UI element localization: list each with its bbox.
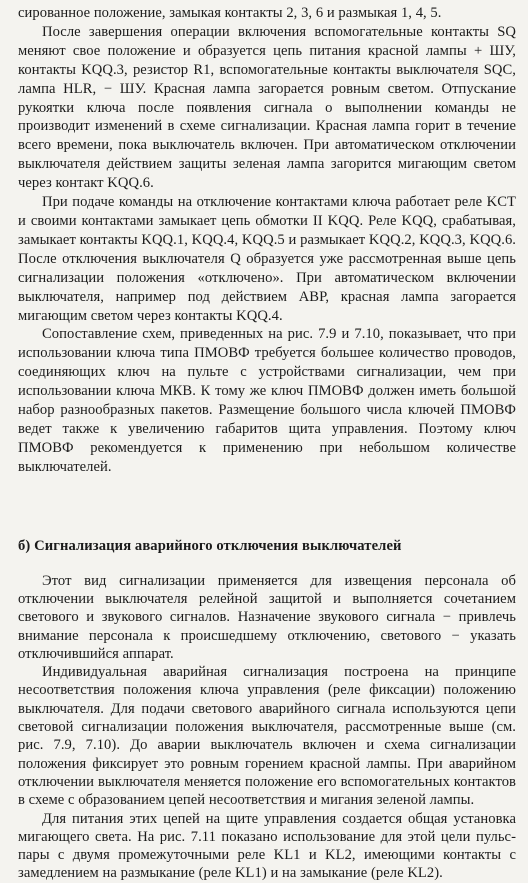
section-heading: б) Сигнализация аварийного отключения выключателей bbox=[18, 537, 402, 554]
paragraph-scheme-comparison: Сопоставление схем, приведенных на рис. 7.9 и 7.10, показывает, что при использовании ключа типа ПМОВФ требуется большее количество проводов, соединяющих ключ на пульте с устройствами сигнализации, чем при использовании ключа МКВ. К тому же ключ ПМОВФ должен иметь большой набор разнообразных пакетов. Размещение большого числа ключей ПМОВФ ведет также к увеличению габаритов щита управления. Поэтому ключ ПМОВФ рекомендуется к применению при небольшом количестве выключателей. bbox=[18, 326, 516, 475]
paragraph-switch-off-command: При подаче команды на отключение контактами ключа работает реле KCT и своими контактами замыкает цепь обмотки II KQQ. Реле KQQ, срабатывая, замыкает контакты KQQ.1, KQQ.4, KQQ.5 и размыкает KQQ.2, KQQ.3, KQQ.6. После отключения выключателя Q образуется уже рассмотренная выше цепь сигнализации положения «отключено». При автоматическом включении выключателя, например под действием АВР, красная лампа загорается мигающим светом через контакты KQQ.4. bbox=[18, 194, 516, 324]
paragraph-continuation: сированное положение, замыкая контакты 2, 3, 6 и размыкая 1, 4, 5. bbox=[18, 5, 442, 21]
section-gap bbox=[18, 477, 516, 537]
section-body bbox=[18, 572, 516, 883]
book-page bbox=[18, 4, 516, 883]
paragraph-individual-alarm: Индивидуальная аварийная сигнализация построена на принципе несоответствия положения ключа управления (реле фиксации) положению выключателя. Для подачи светового аварийного сигнала используются цепи световой сигнализации положения выключателя, рассмотренные выше (см. рис. 7.9, 7.10). До аварии выключатель включен и схема сигнализации положения фиксирует это ровным горением красной лампы. При аварийном отключении выключателя меняется положение его вспомогательных контактов в схеме с образованием цепей несоответствия и мигания зеленой лампы. bbox=[18, 664, 516, 809]
paragraph-alarm-purpose: Этот вид сигнализации применяется для извещения персонала об отключении выключателя релейной защитой и выполняется сочетанием светового и звукового сигналов. Назначение звукового сигнала − привлечь внимание персонала к происшедшему отключению, светового − указать отключившийся аппарат. bbox=[18, 572, 516, 662]
paragraph-flashing-light-supply: Для питания этих цепей на щите управления создается общая установка мигающего света. На рис. 7.11 показано использование для этой цели пульс-пары с двумя промежуточными реле KL1 и KL2, имеющими контакты с замедлением на размыкание (реле KL1) и на замыкание (реле KL2). bbox=[18, 810, 516, 882]
paragraph-switch-on-completion: После завершения операции включения вспомогательные контакты SQ меняют свое положение и образуется цепь питания красной лампы + ШУ, контакты KQQ.3, резистор R1, вспомогательные контакты выключателя SQC, лампа HLR, − ШУ. Красная лампа загорается ровным светом. Отпускание рукоятки ключа после появления сигнала о выполнении команды не производит изменений в схеме сигнализации. Красная лампа горит в течение всего времени, пока выключатель включен. При автоматическом отключении выключателя действием защиты зеленая лампа загорится мигающим светом через контакт KQQ.6. bbox=[18, 23, 516, 192]
